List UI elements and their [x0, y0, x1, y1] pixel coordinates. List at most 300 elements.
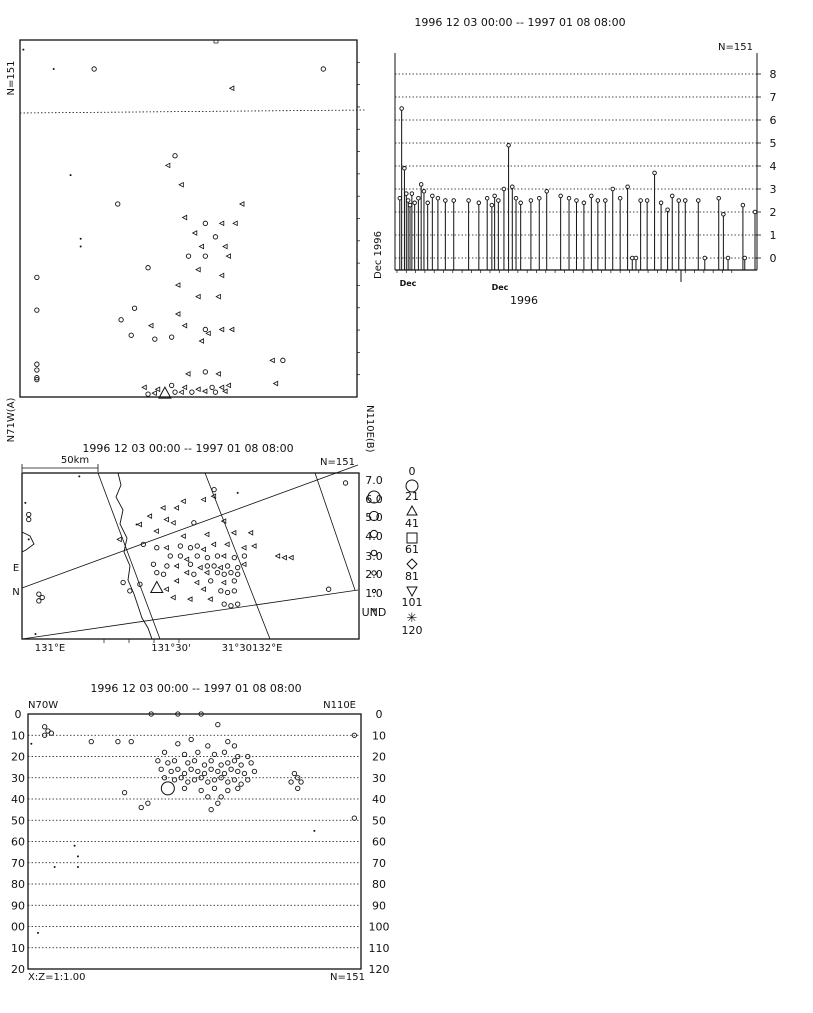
depth-section-point [156, 759, 160, 763]
cross-section-point [183, 385, 187, 389]
depth-section-point [196, 769, 200, 773]
cross-section-point [119, 318, 123, 322]
depth-section-point [296, 786, 300, 790]
depth-section-point [202, 771, 206, 775]
cross-section-point [153, 337, 157, 341]
depth-section-point [212, 786, 216, 790]
epicenter-point [242, 554, 246, 558]
magnitude-legend-label: 5.0 [365, 511, 383, 524]
depth-right-tick-label: 80 [372, 878, 386, 891]
epicenter-point [168, 554, 172, 558]
depth-section-point [219, 795, 223, 799]
magnitude-stem-head [683, 199, 687, 203]
depth-section-point [172, 778, 176, 782]
depth-section-point [216, 722, 220, 726]
epicenter-point [164, 587, 168, 591]
cross-section-point [203, 370, 207, 374]
magnitude-stem-head [493, 194, 497, 198]
magnitude-stem-head [497, 199, 501, 203]
edge-label-e: E [12, 563, 20, 574]
depth-section-point [169, 769, 173, 773]
cross-section-point [176, 283, 180, 287]
epicenter-point [215, 570, 219, 574]
depth-section-point [216, 801, 220, 805]
depth-section-point [313, 830, 315, 832]
magnitude-stem-head [611, 187, 615, 191]
cross-section-point [70, 174, 72, 176]
depth-right-tick-label: 40 [372, 793, 386, 806]
epicenter-point [276, 554, 280, 558]
magnitude-time-xtick-label-2: Dec [491, 283, 509, 292]
depth-section-point [122, 790, 126, 794]
depth-section-point [189, 737, 193, 741]
depth-section-left-label: N70W [28, 700, 59, 711]
epicenter-point [225, 590, 229, 594]
magnitude-stem-head [722, 213, 726, 217]
depth-right-tick-label: 50 [372, 814, 386, 828]
depth-section-point [289, 780, 293, 784]
cross-section-point [196, 387, 200, 391]
cross-section-point [173, 390, 177, 394]
epicenter-point [201, 587, 205, 591]
depth-section-point [49, 731, 53, 735]
magnitude-tick-label: 4 [769, 160, 777, 173]
cross-section-point [240, 202, 244, 206]
magnitude-stem-head [626, 185, 630, 189]
depth-section-point [206, 795, 210, 799]
cross-section-count: N=151 [6, 60, 17, 96]
epicenter-point [164, 546, 168, 550]
magnitude-stem-head [400, 107, 404, 111]
depth-section-point [236, 769, 240, 773]
cross-section-point [206, 331, 210, 335]
cross-section-ticks [214, 40, 360, 375]
magnitude-stem-head [582, 201, 586, 205]
epicenter-map-count: N=151 [320, 457, 355, 468]
epicenter-point [178, 544, 182, 548]
depth-section-point [182, 771, 186, 775]
magnitude-stem-head [477, 201, 481, 205]
cross-section-point [193, 231, 197, 235]
epicenter-point [205, 564, 209, 568]
cross-section-point [53, 68, 55, 70]
cross-section-point [230, 86, 234, 90]
longitude-label-132e: 31°30132°E [221, 643, 283, 654]
depth-left-tick-label: 50 [11, 814, 25, 828]
depth-section-point [236, 786, 240, 790]
magnitude-stem-head [743, 256, 747, 260]
depth-section-point [219, 763, 223, 767]
depth-section-point [216, 769, 220, 773]
depth-section-point [229, 767, 233, 771]
cross-section-point [116, 202, 120, 206]
depth-section-point [212, 752, 216, 756]
cross-section-point [230, 327, 234, 331]
magnitude-legend-label: 7.0 [365, 474, 383, 487]
depth-section-point [176, 742, 180, 746]
depth-section-point [77, 855, 79, 857]
epicenter-point [235, 602, 239, 606]
depth-section-point [252, 769, 256, 773]
cross-section-point [146, 392, 150, 396]
cross-section-point [22, 49, 24, 51]
magnitude-stem-head [490, 203, 494, 207]
magnitude-stem-head [511, 185, 515, 189]
depth-section-point [239, 782, 243, 786]
cross-section-point [274, 381, 278, 385]
depth-left-tick-label: 20 [11, 750, 25, 764]
depth-right-tick-label: 60 [372, 835, 386, 849]
depth-right-tick-label: 70 [372, 856, 386, 870]
depth-left-tick-label: 80 [11, 878, 25, 891]
cross-section-point [179, 183, 183, 187]
magnitude-time-xtick-label-1: Dec [399, 279, 417, 288]
epicenter-point [195, 544, 199, 548]
depth-section-point [139, 805, 143, 809]
depth-section-point [196, 750, 200, 754]
cross-section-point [92, 67, 96, 71]
depth-section-ratio: X:Z=1:1.00 [28, 972, 86, 983]
cross-section-point [142, 385, 146, 389]
epicenter-point [37, 599, 41, 603]
cross-section-point [233, 221, 237, 225]
depth-right-tick-label: 120 [368, 963, 390, 976]
epicenter-point [178, 554, 182, 558]
longitude-label-131e: 131°E [34, 643, 66, 654]
cross-section-point [196, 294, 200, 298]
epicenter-point [205, 532, 209, 536]
magnitude-time-title: 1996 12 03 00:00 -- 1997 01 08 08:00 [414, 16, 626, 29]
magnitude-legend-label: 6.0 [365, 493, 383, 506]
depth-section-point [146, 801, 150, 805]
depth-left-tick-label: 70 [11, 856, 25, 870]
depth-section-point [222, 771, 226, 775]
magnitude-legend-label: 3.0 [365, 550, 383, 563]
depth-right-tick-label: 100 [368, 920, 390, 934]
epicenter-point [232, 589, 236, 593]
depth-section-right-label: N110E [323, 700, 356, 711]
epicenter-point [225, 564, 229, 568]
cross-section-point [149, 323, 153, 327]
cross-section-points [22, 49, 325, 398]
magnitude-stem-head [670, 194, 674, 198]
depth-section-point [30, 743, 32, 745]
depth-section-grid [28, 735, 361, 948]
depth-section-point [186, 761, 190, 765]
epicenter-point [174, 506, 178, 510]
cross-section-point [223, 244, 227, 248]
longitude-label-131-30: 131°30' [151, 643, 191, 654]
magnitude-stem-head [603, 199, 607, 203]
depth-section-point [209, 759, 213, 763]
depth-section-point [209, 767, 213, 771]
magnitude-stem-head [413, 201, 417, 205]
magnitude-stem-head [717, 196, 721, 200]
cross-section-point [166, 163, 170, 167]
epicenter-point [198, 565, 202, 569]
epicenter-point [232, 555, 236, 559]
depth-left-tick-label: 60 [11, 835, 25, 849]
magnitude-tick-label: 7 [769, 91, 777, 104]
depth-section-title: 1996 12 03 00:00 -- 1997 01 08 08:00 [90, 682, 302, 695]
depth-section-point [226, 739, 230, 743]
depth-section-point [54, 866, 56, 868]
epicenter-point [222, 580, 226, 584]
depth-left-tick-label: 20 [11, 963, 25, 976]
cross-section-point [190, 390, 194, 394]
magnitude-time-grid [395, 74, 761, 258]
depth-section-point [212, 778, 216, 782]
magnitude-tick-label: 2 [769, 206, 777, 219]
magnitude-stem-head [514, 196, 518, 200]
magnitude-stem-head [703, 256, 707, 260]
cross-section-point [226, 254, 230, 258]
cross-section-point [169, 383, 173, 387]
magnitude-stem-head [575, 199, 579, 203]
magnitude-stem-head [398, 196, 402, 200]
cross-section-point [173, 154, 177, 158]
depth-left-tick-label: 30 [11, 771, 25, 785]
epicenter-point [235, 565, 239, 569]
cross-section-point [186, 372, 190, 376]
cross-section-point [203, 327, 207, 331]
depth-left-tick-label: 40 [11, 793, 25, 806]
cross-section-point [35, 308, 39, 312]
magnitude-tick-label: 0 [769, 252, 777, 265]
epicenter-point [215, 554, 219, 558]
depth-section-point [162, 750, 166, 754]
magnitude-stem-head [666, 208, 670, 212]
depth-section-point [292, 771, 296, 775]
cross-section-point [176, 312, 180, 316]
depth-section-point [226, 761, 230, 765]
depth-section-point [192, 759, 196, 763]
magnitude-stem-head [645, 199, 649, 203]
epicenter-point [249, 531, 253, 535]
magnitude-tick-label: 1 [769, 229, 777, 242]
cross-section-point [35, 362, 39, 366]
magnitude-stem-head [467, 199, 471, 203]
epicenter-point [151, 582, 163, 593]
coastline-west [22, 532, 34, 552]
epicenter-point [188, 546, 192, 550]
epicenter-point [201, 547, 205, 551]
epicenter-point [195, 580, 199, 584]
depth-section-panel [11, 682, 390, 983]
epicenter-point [188, 562, 192, 566]
magnitude-stem-head [596, 199, 600, 203]
epicenter-point [164, 517, 168, 521]
cross-section-point [132, 306, 136, 310]
magnitude-stem-head [659, 201, 663, 205]
magnitude-stem-head [507, 144, 511, 148]
magnitude-stem-head [406, 199, 410, 203]
cross-section-point [169, 335, 173, 339]
epicenter-point [165, 564, 169, 568]
epicenter-point [27, 512, 31, 516]
magnitude-stem-head [426, 201, 430, 205]
depth-legend-triangle [407, 506, 417, 515]
epicenter-point [232, 531, 236, 535]
grid-lines [22, 465, 358, 639]
cross-section-left-label: N71W(A) [6, 397, 17, 443]
magnitude-stem-head [634, 256, 638, 260]
depth-section-point [37, 932, 39, 934]
depth-section-point [77, 866, 79, 868]
depth-section-point [189, 767, 193, 771]
magnitude-legend-label: 1.0 [365, 587, 383, 600]
cross-section-point [220, 327, 224, 331]
cross-section-point [321, 67, 325, 71]
magnitude-stem-head [452, 199, 456, 203]
magnitude-stem-head [485, 196, 489, 200]
edge-label-n: N [12, 587, 20, 598]
magnitude-stem-head [545, 190, 549, 194]
magnitude-time-yticks [770, 68, 777, 265]
depth-legend [402, 465, 423, 637]
cross-section-point [220, 221, 224, 225]
cross-section-point [216, 294, 220, 298]
depth-section-point [222, 750, 226, 754]
epicenter-point [218, 565, 222, 569]
depth-legend-square [407, 533, 417, 543]
depth-section-point [199, 788, 203, 792]
cross-section-point [129, 333, 133, 337]
magnitude-stem-head [696, 199, 700, 203]
depth-legend-inverted-triangle [407, 587, 417, 596]
magnitude-stem-head [726, 256, 730, 260]
depth-section-point [232, 778, 236, 782]
depth-right-tick-label: 0 [375, 708, 383, 721]
depth-legend-label: 120 [401, 624, 423, 637]
magnitude-stem-head [431, 194, 435, 198]
magnitude-tick-label: 6 [769, 114, 777, 127]
epicenter-point [34, 633, 36, 635]
cross-section-point [80, 238, 82, 240]
cross-section-point [216, 372, 220, 376]
depth-section-point [206, 744, 210, 748]
magnitude-stem-head [417, 196, 421, 200]
epicenter-point [171, 595, 175, 599]
magnitude-time-xticks [397, 270, 732, 282]
grid-line [22, 465, 358, 588]
cross-section-frame [20, 40, 357, 397]
depth-section-ticks [11, 708, 390, 976]
reference-line [20, 110, 365, 113]
magnitude-stem-head [653, 171, 657, 175]
cross-section-point [199, 244, 203, 248]
epicenter-point [222, 572, 226, 576]
epicenter-point [161, 572, 165, 576]
epicenter-point [343, 481, 347, 485]
depth-section-point [209, 807, 213, 811]
epicenter-point [242, 546, 246, 550]
depth-left-tick-label: 10 [11, 729, 25, 743]
epicenter-point [201, 497, 205, 501]
depth-section-point [299, 780, 303, 784]
depth-section-point [172, 759, 176, 763]
cross-section-point [183, 215, 187, 219]
magnitude-time-panel [373, 16, 777, 307]
cross-section-point [152, 391, 156, 395]
magnitude-time-xlabel: 1996 [510, 294, 538, 307]
epicenter-point [212, 564, 216, 568]
epicenter-point [326, 587, 330, 591]
depth-right-tick-label: 20 [372, 750, 386, 764]
depth-section-point [116, 739, 120, 743]
epicenter-point [242, 562, 246, 566]
magnitude-stem-head [567, 196, 571, 200]
cross-section-point [183, 323, 187, 327]
depth-right-tick-label: 30 [372, 771, 386, 785]
depth-section-count: N=151 [330, 972, 365, 983]
epicenter-point [289, 555, 293, 559]
magnitude-stem-head [618, 196, 622, 200]
magnitude-legend [362, 474, 387, 619]
epicenter-point [225, 542, 229, 546]
cross-section-point [80, 245, 82, 247]
cross-section-point [270, 358, 274, 362]
cross-section-point [226, 383, 230, 387]
depth-section-point [182, 752, 186, 756]
magnitude-stem-head [404, 192, 408, 196]
magnitude-tick-label: 5 [769, 137, 777, 150]
magnitude-stem-head [519, 201, 523, 205]
depth-section-point [352, 816, 356, 820]
epicenter-point [27, 517, 31, 521]
depth-section-point [42, 725, 46, 729]
magnitude-legend-label: 2.0 [365, 568, 383, 581]
depth-legend-label: 81 [405, 570, 419, 583]
epicenter-point [282, 555, 286, 559]
depth-section-point [242, 771, 246, 775]
magnitude-stem-head [537, 196, 541, 200]
depth-left-tick-label: 10 [11, 941, 25, 955]
epicenter-point [232, 579, 236, 583]
epicenter-point [174, 579, 178, 583]
epicenter-point [229, 604, 233, 608]
epicenter-point [78, 475, 80, 477]
epicenter-point [155, 570, 159, 574]
cross-section-point [213, 235, 217, 239]
epicenter-map-panel [12, 442, 422, 654]
epicenter-point [208, 597, 212, 601]
coastline [116, 473, 152, 639]
cross-section-panel [6, 40, 375, 453]
magnitude-stem-head [529, 199, 533, 203]
epicenter-point [252, 544, 256, 548]
depth-section-point [182, 786, 186, 790]
cross-section-point [35, 368, 39, 372]
depth-section-point [202, 763, 206, 767]
epicenter-points [24, 475, 347, 643]
grid-line [22, 590, 358, 639]
cross-section-point [203, 389, 207, 393]
magnitude-tick-label: 8 [769, 68, 777, 81]
cross-section-point [35, 275, 39, 279]
epicenter-map-title: 1996 12 03 00:00 -- 1997 01 08 08:00 [82, 442, 294, 455]
magnitude-time-side-label: Dec 1996 [373, 231, 384, 279]
epicenter-point [151, 562, 155, 566]
magnitude-stem-head [559, 194, 563, 198]
epicenter-point [136, 523, 138, 525]
depth-section-point [232, 744, 236, 748]
epicenter-point [155, 546, 159, 550]
epicenter-point [117, 537, 121, 541]
depth-legend-diamond [407, 559, 417, 569]
depth-section-point [226, 788, 230, 792]
depth-left-tick-label: 0 [14, 708, 22, 721]
